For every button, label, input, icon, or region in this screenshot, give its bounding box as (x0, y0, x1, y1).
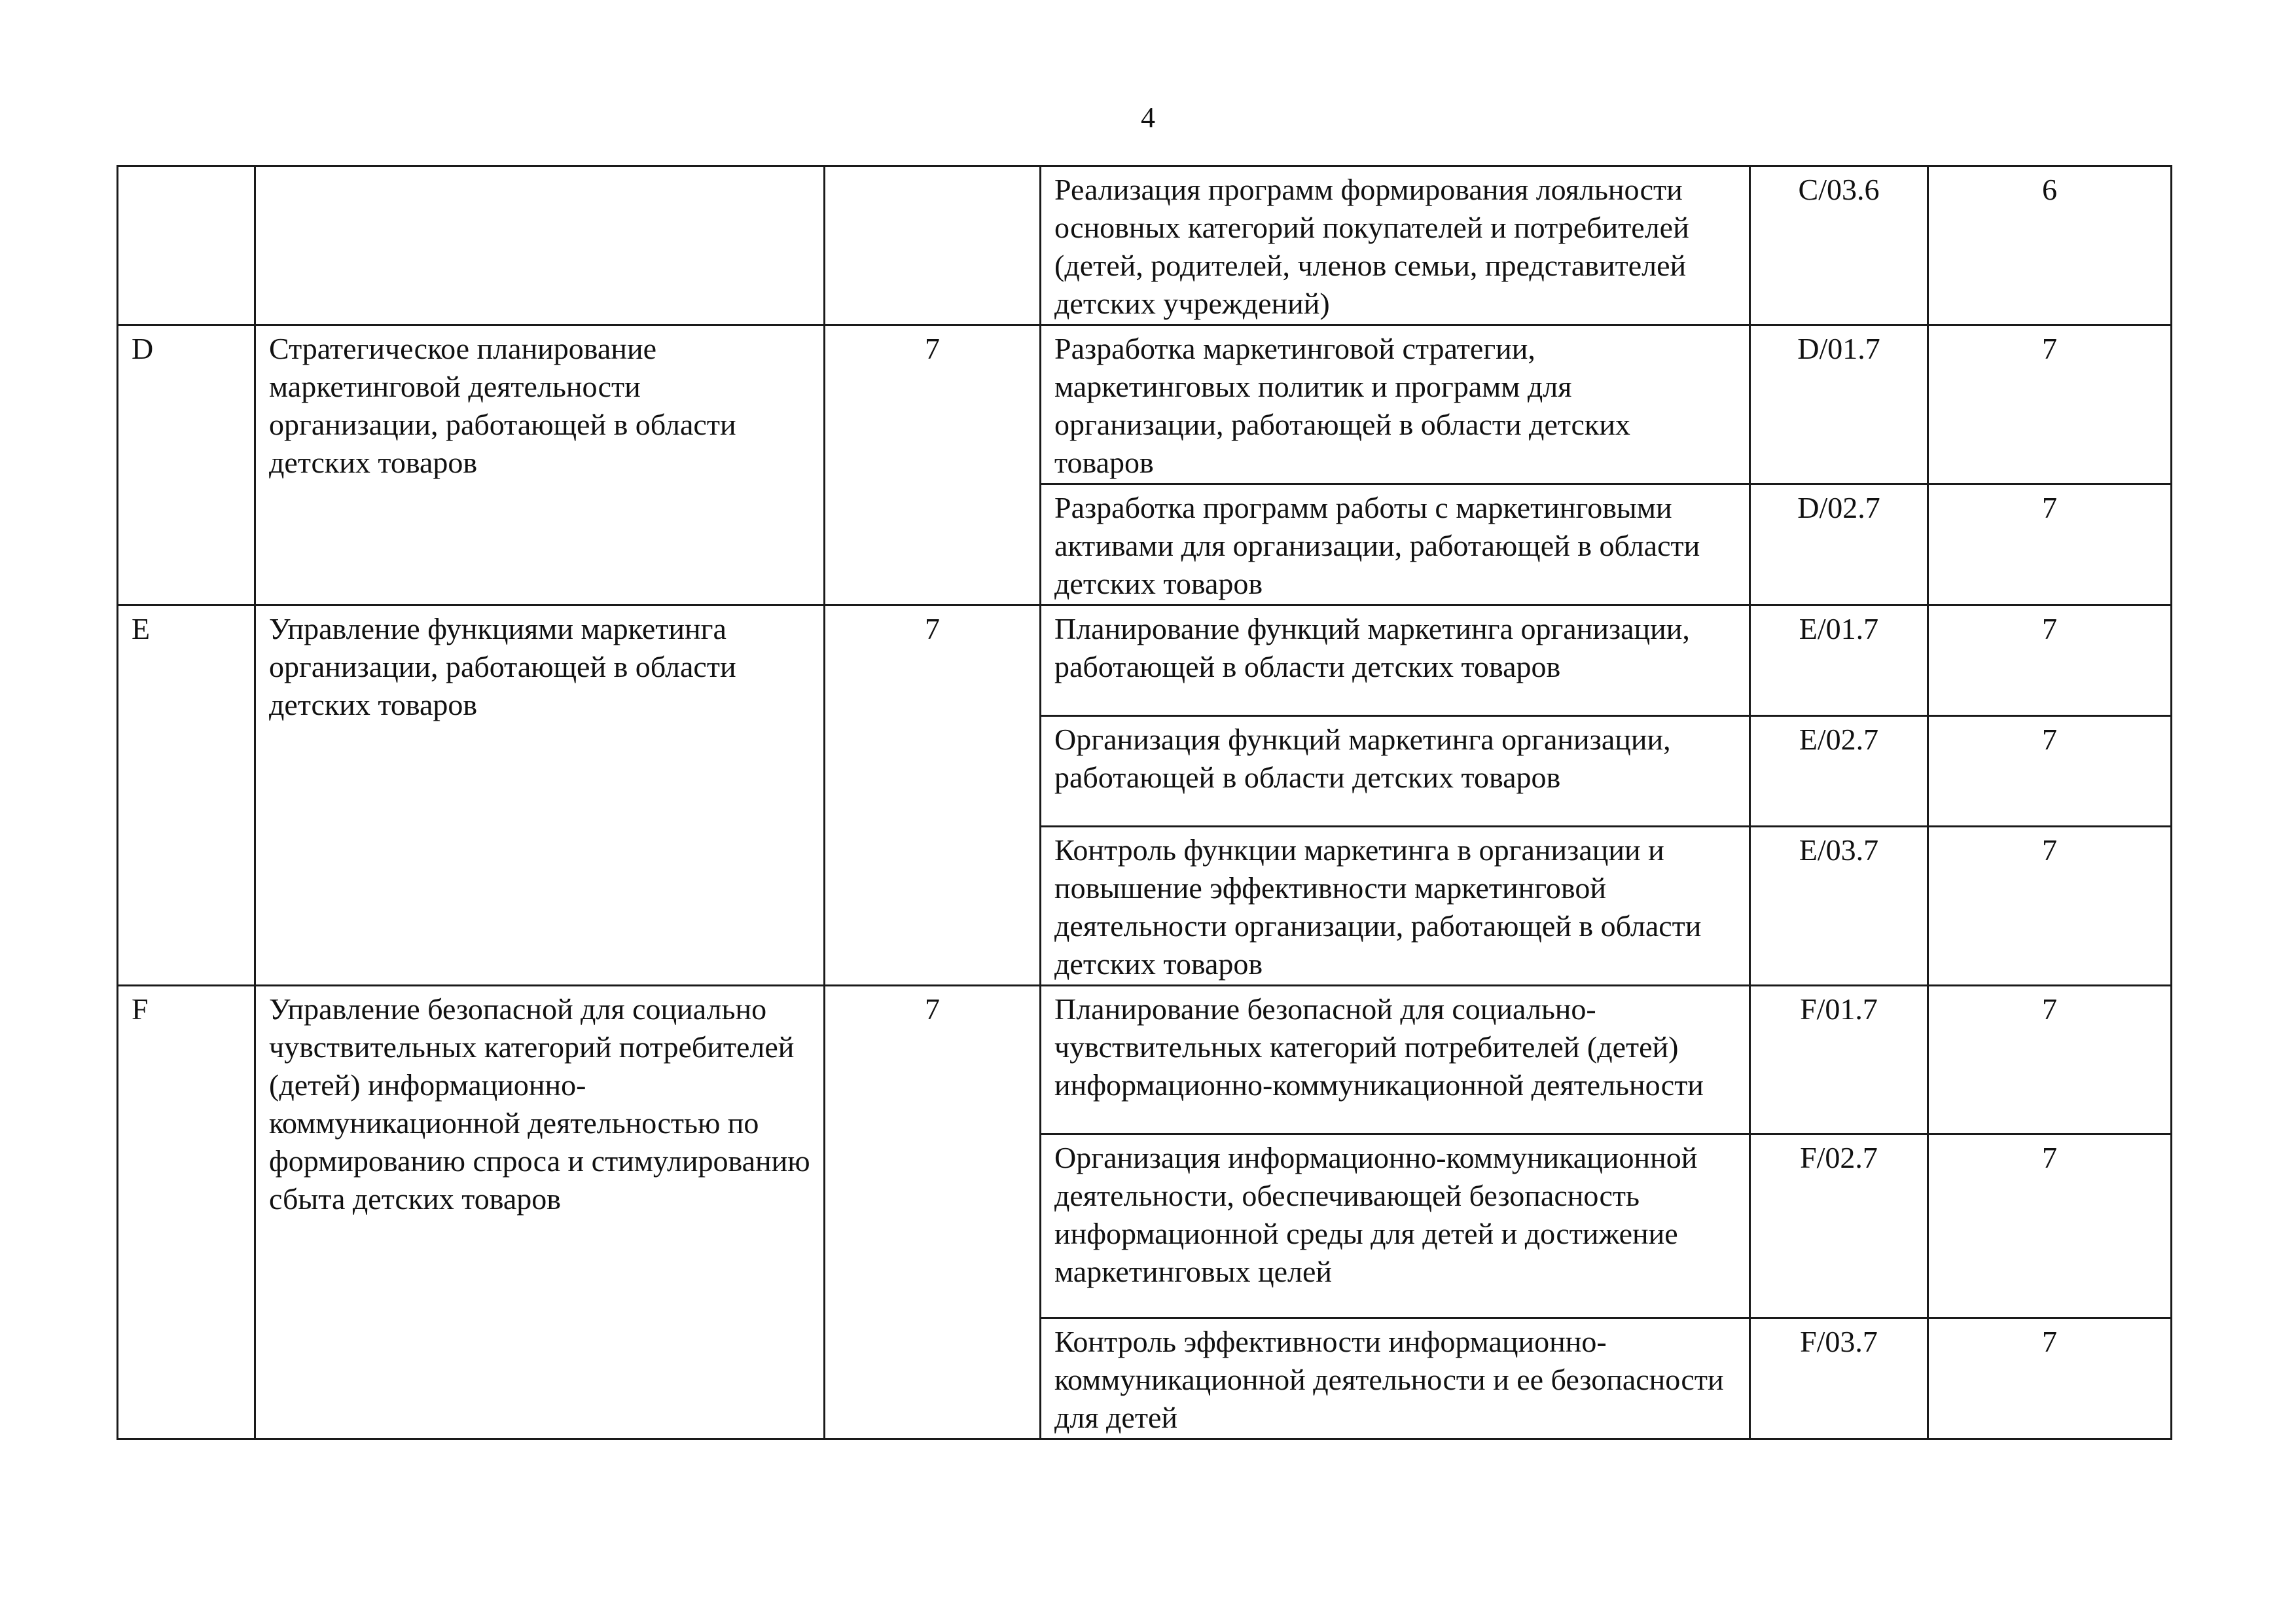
labor-function-name: Разработка маркетинговой стратегии, маркетинговых политик и программ для организации, работающей в области детских товаров (1041, 325, 1750, 484)
labor-function-code: F/03.7 (1750, 1318, 1928, 1439)
table-row (118, 325, 2172, 484)
labor-function-code: F/01.7 (1750, 986, 1928, 1134)
generalized-function-name: Управление функциями маркетинга организации, работающей в области детских товаров (255, 605, 825, 986)
table-row (118, 605, 2172, 716)
sublevel-qualification: 7 (1928, 484, 2172, 605)
generalized-function-name-cell (255, 166, 825, 325)
sublevel-qualification: 7 (1928, 605, 2172, 716)
generalized-function-code: D (118, 325, 255, 605)
qualification-level-cell (825, 166, 1041, 325)
sublevel-qualification: 7 (1928, 1134, 2172, 1318)
page-number: 4 (1141, 101, 1155, 134)
labor-functions-table (117, 165, 2172, 1440)
qualification-level: 7 (825, 325, 1041, 605)
labor-function-name: Разработка программ работы с маркетинговыми активами для организации, работающей в области детских товаров (1041, 484, 1750, 605)
qualification-level: 7 (825, 986, 1041, 1439)
sublevel-qualification: 6 (1928, 166, 2172, 325)
labor-function-name: Организация информационно-коммуникационной деятельности, обеспечивающей безопасность информационной среды для детей и достижение маркетинговых целей (1041, 1134, 1750, 1318)
labor-function-code: F/02.7 (1750, 1134, 1928, 1318)
sublevel-qualification: 7 (1928, 986, 2172, 1134)
labor-function-name: Планирование функций маркетинга организации, работающей в области детских товаров (1041, 605, 1750, 716)
labor-function-code: E/01.7 (1750, 605, 1928, 716)
labor-function-code: С/03.6 (1750, 166, 1928, 325)
labor-function-code: D/02.7 (1750, 484, 1928, 605)
sublevel-qualification: 7 (1928, 1318, 2172, 1439)
generalized-function-name: Управление безопасной для социально чувствительных категорий потребителей (детей) информационно-коммуникационной деятельностью по формированию спроса и стимулированию сбыта детских товаров (255, 986, 825, 1439)
labor-function-code: E/02.7 (1750, 716, 1928, 827)
generalized-function-code: F (118, 986, 255, 1439)
labor-function-name: Контроль эффективности информационно-коммуникационной деятельности и ее безопасности для детей (1041, 1318, 1750, 1439)
generalized-function-name: Стратегическое планирование маркетинговой деятельности организации, работающей в области детских товаров (255, 325, 825, 605)
table-row (118, 166, 2172, 325)
labor-function-name: Планирование безопасной для социально-чувствительных категорий потребителей (детей) информационно-коммуникационной деятельности (1041, 986, 1750, 1134)
generalized-function-code: E (118, 605, 255, 986)
labor-function-code: D/01.7 (1750, 325, 1928, 484)
generalized-function-code-cell (118, 166, 255, 325)
qualification-level: 7 (825, 605, 1041, 986)
sublevel-qualification: 7 (1928, 716, 2172, 827)
labor-function-code: E/03.7 (1750, 827, 1928, 986)
sublevel-qualification: 7 (1928, 325, 2172, 484)
labor-function-name: Контроль функции маркетинга в организации и повышение эффективности маркетинговой деятельности организации, работающей в области детских товаров (1041, 827, 1750, 986)
labor-function-name: Реализация программ формирования лояльности основных категорий покупателей и потребителей (детей, родителей, членов семьи, представителей детских учреждений) (1041, 166, 1750, 325)
sublevel-qualification: 7 (1928, 827, 2172, 986)
labor-function-name: Организация функций маркетинга организации, работающей в области детских товаров (1041, 716, 1750, 827)
table-row (118, 986, 2172, 1134)
